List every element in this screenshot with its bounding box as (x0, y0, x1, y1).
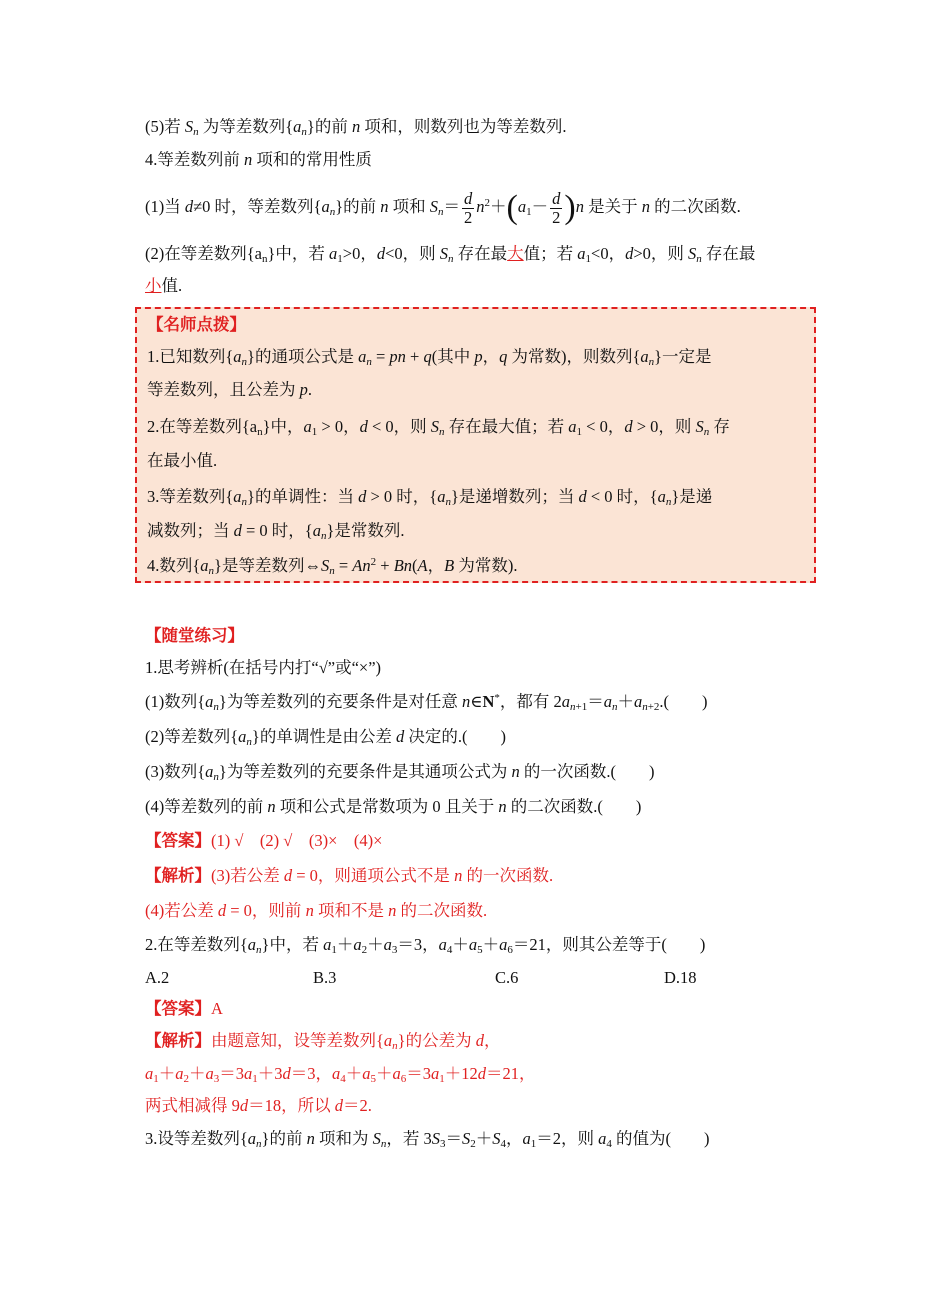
tip-2-cont: 在最小值. (147, 451, 218, 470)
fraction-d-over-2-inner: $\frac{d}{2}$ (552, 188, 561, 227)
tip-1: 1.已知数列$\{a_n\}$的通项公式是 $a_n$ = pn + q(其中 p，q 为常数)，则数列$\{a_n\}$一定是 (147, 347, 712, 368)
tip-4: 4.数列$\{a_n\}$是等差数列$\Leftrightarrow S_n = An^2 + Bn(A$，B 为常数). (147, 556, 518, 577)
question-1-1: (1)数列$\{a_n\}$为等差数列的充要条件是对任意 n∈N*，都有 $2a_{n+1}=a_n+a_{n+2}$.( ) (145, 692, 708, 713)
question-1-4: (4)等差数列的前 n 项和公式是常数项为 0 且关于 n 的二次函数.( ) (145, 797, 642, 816)
explanation-2a: 【解析】由题意知，设等差数列$\{a_n\}$的公差为 d， (145, 1031, 501, 1052)
option-c: C.6 (495, 968, 519, 987)
option-d: D.18 (664, 968, 697, 987)
explanation-2b: $a_1+a_2+a_3=3a_1+3d=3$，$a_4+a_5+a_6=3a_1+12d=21$， (145, 1064, 536, 1085)
question-1-3: (3)数列$\{a_n\}$为等差数列的充要条件是其通项公式为 n 的一次函数.( ) (145, 762, 655, 783)
option-b: B.3 (313, 968, 337, 987)
practice-title: 【随堂练习】 (145, 626, 244, 645)
fraction-d-over-2: $\frac{d}{2}$ (464, 188, 473, 227)
tip-2: 2.在等差数列$\{a_n\}$中，$a_1 > 0$，d < 0，则 $S_n$ 存在最大值；若 $a_1 < 0$，d > 0，则 $S_n$ 存 (147, 417, 730, 438)
property-5: (5)若 $S_n$ 为等差数列$\{a_n\}$的前 n 项和，则数列也为等差数列. (145, 117, 567, 138)
question-3: 3.设等差数列$\{a_n\}$的前 n 项和为 $S_n$，若 $3S_3=S_2+S_4$，$a_1=2$，则 $a_4$ 的值为( ) (145, 1129, 710, 1150)
tip-3-cont: 减数列；当 d = 0 时，$\{a_n\}$是常数列. (147, 521, 405, 542)
tip-1-cont: 等差数列，且公差为 p. (147, 380, 312, 399)
question-1-2: (2)等差数列$\{a_n\}$的单调性是由公差 d 决定的.( ) (145, 727, 506, 748)
question-1: 1.思考辨析(在括号内打“√”或“×”) (145, 658, 382, 677)
tips-title: 【名师点拨】 (147, 315, 246, 334)
answer-2: 【答案】A (145, 999, 223, 1018)
answer-1: 【答案】(1) √ (2) √ (3)× (4)× (145, 831, 383, 850)
explanation-1b: (4)若公差 d = 0，则前 n 项和不是 n 的二次函数. (145, 901, 488, 920)
explanation-2c: 两式相减得 9d＝18，所以 d＝2. (145, 1096, 372, 1115)
tip-3: 3.等差数列$\{a_n\}$的单调性：当 d > 0 时，$\{a_n\}$是递增数列；当 d < 0 时，$\{a_n\}$是递 (147, 487, 713, 508)
question-2: 2.在等差数列$\{a_n\}$中，若 $a_1+a_2+a_3=3$，$a_4+a_5+a_6=21$，则其公差等于( ) (145, 935, 706, 956)
option-a: A.2 (145, 968, 170, 987)
explanation-1a: 【解析】(3)若公差 d = 0，则通项公式不是 n 的一次函数. (145, 866, 554, 885)
section-4-item-2: (2)在等差数列$\{a_n\}$中，若 $a_1>0$，d<0，则 $S_n$ 存在最大值；若 $a_1<0$，d>0，则 $S_n$ 存在最 (145, 244, 756, 265)
section-4-item-1: (1)当 d≠0 时，等差数列$\{a_n\}$的前 n 项和 $S_n=$ $\frac{d}{2}$ $n^2+(a_1-$ $\frac{d}{2}$ )n 是关于 n 的二次函数. (145, 188, 741, 227)
teacher-tips-box (135, 307, 816, 583)
section-4-item-2-cont: 小值. (145, 276, 183, 295)
section-4-title: 4.等差数列前 n 项和的常用性质 (145, 150, 372, 169)
